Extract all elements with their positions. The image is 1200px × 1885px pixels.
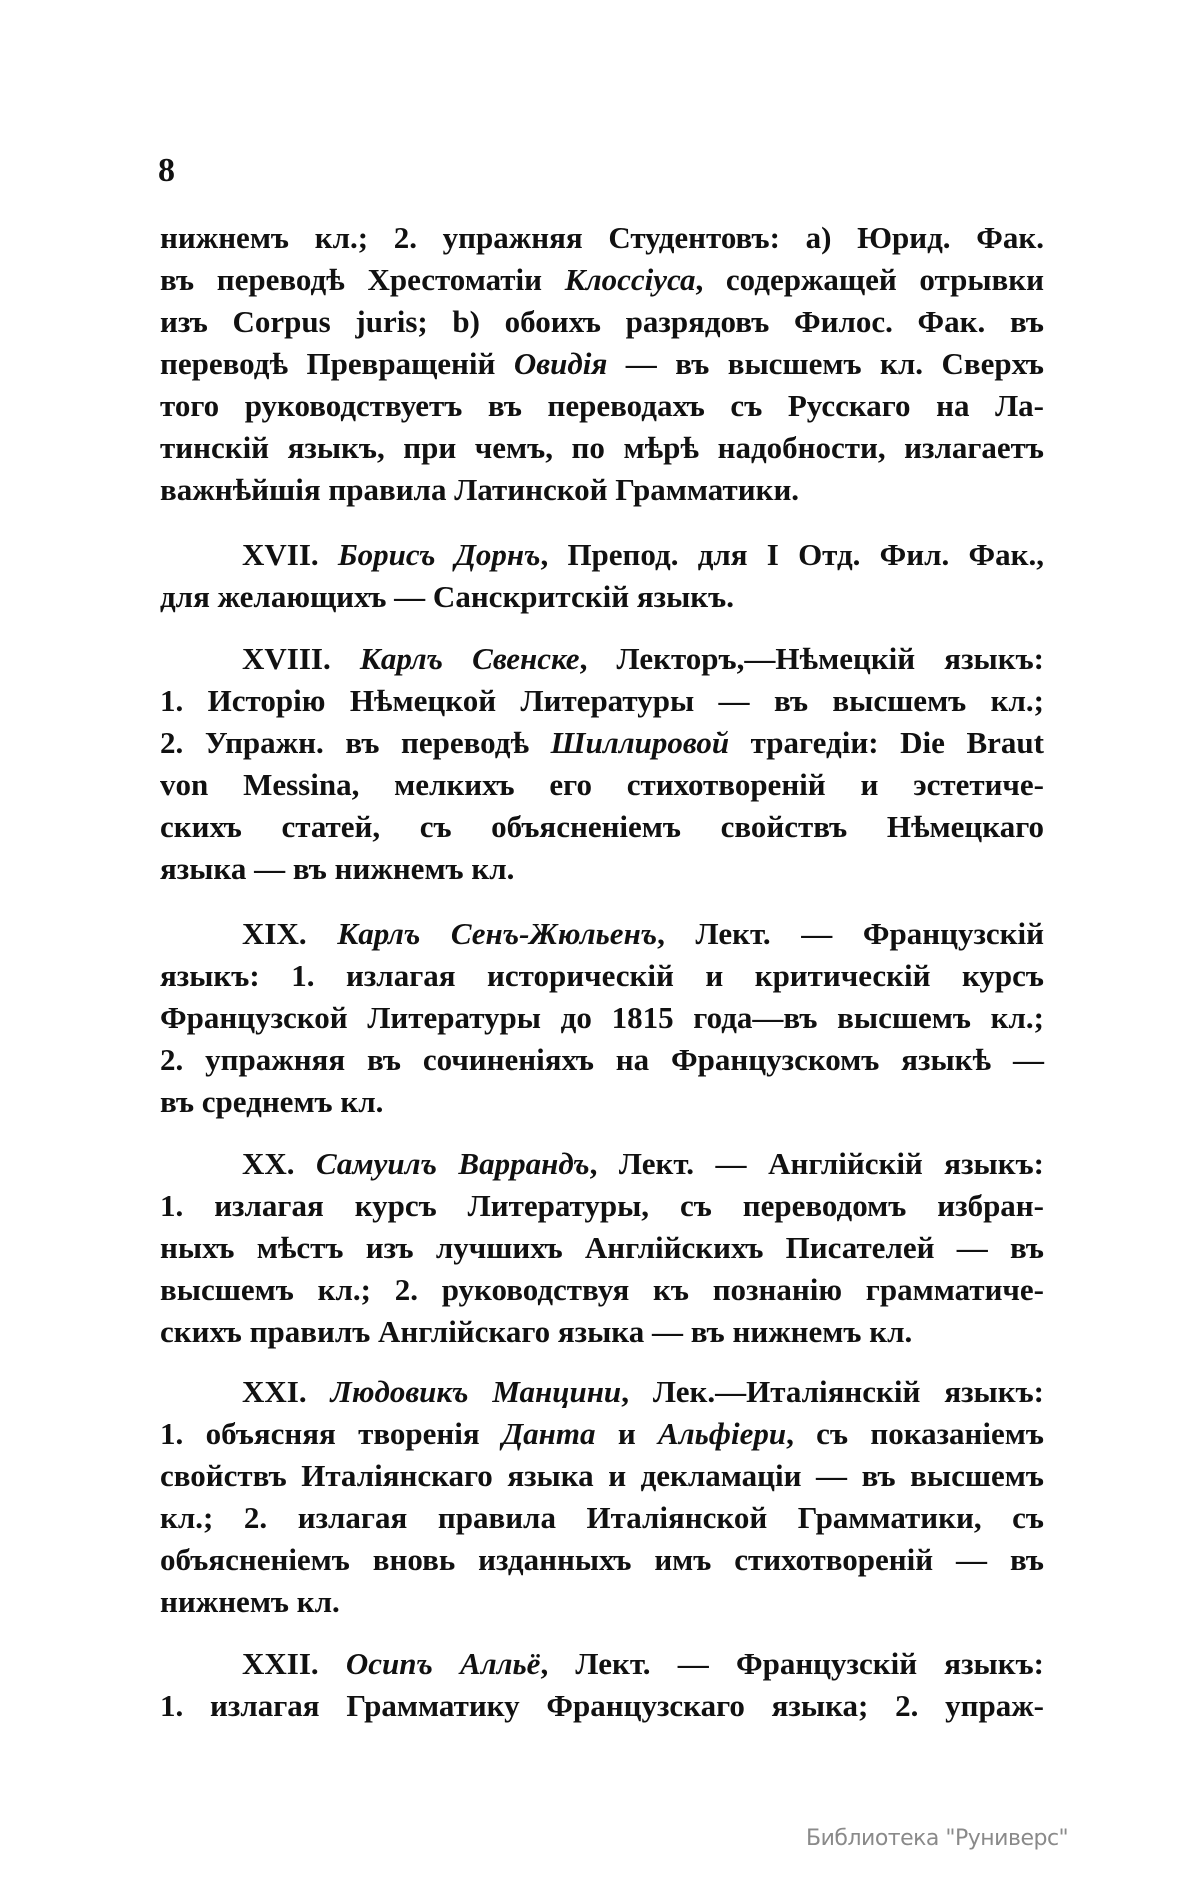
text-segment: объясненіемъ вновь изданныхъ имъ стихотвореній — въ (160, 1542, 1044, 1577)
text-segment: 1. объясняя творенія (160, 1416, 502, 1451)
text-line (160, 641, 1044, 683)
text-line (160, 346, 1044, 388)
text-line (160, 1688, 1044, 1730)
lecturer-entry (160, 916, 1044, 1126)
italic-name: Клоссіуса (564, 262, 696, 297)
lecturer-entry (160, 537, 1044, 621)
text-segment: 1. Исторію Нѣмецкой Литературы — въ высшемъ кл.; (160, 683, 1044, 718)
text-segment: скихъ статей, съ объясненіемъ свойствъ Нѣмецкаго (160, 809, 1044, 844)
text-segment: , Лект. — Англійскій языкъ: (589, 1146, 1044, 1181)
italic-name: Овидія (513, 346, 608, 381)
library-watermark: Библиотека "Руниверс" (806, 1826, 1069, 1851)
text-segment: , Препод. для I Отд. Фил. Фак., (540, 537, 1045, 572)
italic-name: Борисъ Дорнъ (337, 537, 541, 572)
text-segment: высшемъ кл.; 2. руководствуя къ познанію грамматиче- (160, 1272, 1044, 1307)
text-segment: свойствъ Италіянскаго языка и декламаціи — въ высшемъ (160, 1458, 1044, 1493)
text-line (160, 1646, 1044, 1688)
text-segment: , Лек.—Италіянскій языкъ: (621, 1374, 1045, 1409)
text-segment: XVII. (242, 537, 338, 572)
italic-name: Шиллировой (550, 725, 730, 760)
text-segment: XVIII. (242, 641, 360, 676)
text-segment: , Лекторъ,—Нѣмецкій языкъ: (579, 641, 1045, 676)
text-line (160, 1042, 1044, 1084)
text-line (160, 304, 1044, 346)
text-line (160, 1000, 1044, 1042)
text-segment: 1. излагая курсъ Литературы, съ переводомъ избран- (160, 1188, 1044, 1223)
text-segment: языка — въ нижнемъ кл. (160, 851, 515, 886)
italic-name: Осипъ Алльё (345, 1646, 541, 1681)
italic-name: Людовикъ Манцини (330, 1374, 622, 1409)
text-segment: языкъ: 1. излагая историческій и критическій курсъ (160, 958, 1044, 993)
text-line (160, 809, 1044, 851)
text-line (160, 1374, 1044, 1416)
text-segment: изъ Corpus juris; b) обоихъ разрядовъ Филос. Фак. въ (160, 304, 1044, 339)
text-line (160, 1084, 1044, 1126)
text-line (160, 1416, 1044, 1458)
text-segment: 1. излагая Грамматику Французскаго языка; 2. упраж- (160, 1688, 1044, 1723)
lecturer-entry (160, 641, 1044, 893)
text-line (160, 916, 1044, 958)
italic-name: Карлъ Сенъ-Жюльенъ (337, 916, 658, 951)
text-segment: скихъ правилъ Англійскаго языка — въ нижнемъ кл. (160, 1314, 913, 1349)
text-segment: 2. Упражн. въ переводѣ (160, 725, 551, 760)
lecturer-entry (160, 1146, 1044, 1356)
lecturer-entry (160, 1374, 1044, 1626)
text-line (160, 1584, 1044, 1626)
text-segment: Французской Литературы до 1815 года—въ высшемъ кл.; (160, 1000, 1044, 1035)
text-segment: , съ показаніемъ (786, 1416, 1044, 1451)
text-line (160, 1314, 1044, 1356)
text-line (160, 1500, 1044, 1542)
text-line (160, 1146, 1044, 1188)
text-segment: въ переводѣ Хрестоматіи (160, 262, 565, 297)
text-segment: и (595, 1416, 659, 1451)
text-segment: 2. упражняя въ сочиненіяхъ на Французскомъ языкѣ — (160, 1042, 1044, 1077)
text-segment: XXII. (242, 1646, 346, 1681)
text-segment: — въ высшемъ кл. Сверхъ (607, 346, 1045, 381)
text-segment: въ среднемъ кл. (160, 1084, 384, 1119)
text-line (160, 683, 1044, 725)
page-number: 8 (158, 152, 175, 189)
text-segment: , Лект. — Французскій (657, 916, 1044, 951)
italic-name: Самуилъ Варрандъ (316, 1146, 590, 1181)
text-segment: нижнемъ кл. (160, 1584, 340, 1619)
italic-name: Карлъ Свенске (359, 641, 580, 676)
text-segment: трагедіи: Die Braut (729, 725, 1044, 760)
text-segment: для желающихъ — Санскритскій языкъ. (160, 579, 734, 614)
text-line (160, 958, 1044, 1000)
italic-name: Альфіери (658, 1416, 787, 1451)
text-segment: , содержащей отрывки (695, 262, 1044, 297)
text-line (160, 767, 1044, 809)
lecturer-entry (160, 1646, 1044, 1730)
text-line (160, 1542, 1044, 1584)
text-segment: XXI. (242, 1374, 331, 1409)
text-line (160, 725, 1044, 767)
text-segment: XIX. (242, 916, 338, 951)
text-line (160, 220, 1044, 262)
text-segment: кл.; 2. излагая правила Италіянской Грамматики, съ (160, 1500, 1044, 1535)
text-line (160, 1458, 1044, 1500)
text-segment: XX. (242, 1146, 317, 1181)
text-line (160, 851, 1044, 893)
text-line (160, 1188, 1044, 1230)
text-line (160, 430, 1044, 472)
text-segment: von Messina, мелкихъ его стихотвореній и эстетиче- (160, 767, 1044, 802)
text-line (160, 1230, 1044, 1272)
text-line (160, 537, 1044, 579)
text-segment: переводѣ Превращеній (160, 346, 514, 381)
text-segment: тинскій языкъ, при чемъ, по мѣрѣ надобности, излагаетъ (160, 430, 1044, 465)
italic-name: Данта (502, 1416, 596, 1451)
continued-paragraph (160, 220, 1044, 514)
text-segment: того руководствуетъ въ переводахъ съ Русскаго на Ла- (160, 388, 1044, 423)
text-line (160, 579, 1044, 621)
text-line (160, 1272, 1044, 1314)
text-line (160, 388, 1044, 430)
text-segment: важнѣйшія правила Латинской Грамматики. (160, 472, 800, 507)
text-segment: ныхъ мѣстъ изъ лучшихъ Англійскихъ Писателей — въ (160, 1230, 1044, 1265)
text-segment: нижнемъ кл.; 2. упражняя Студентовъ: а) Юрид. Фак. (160, 220, 1044, 255)
text-segment: , Лект. — Французскій языкъ: (540, 1646, 1044, 1681)
text-line (160, 262, 1044, 304)
text-line (160, 472, 1044, 514)
